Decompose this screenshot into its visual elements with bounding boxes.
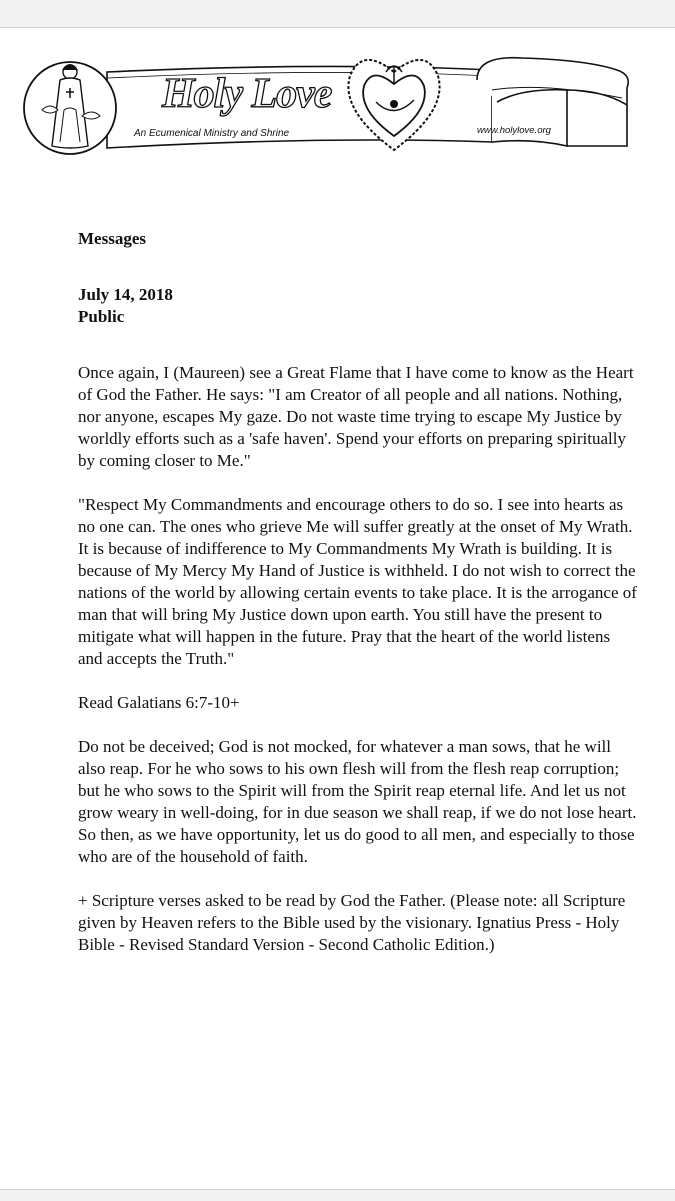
logo-url: www.holylove.org [477,125,551,136]
message-type: Public [78,307,125,326]
paragraph-2: "Respect My Commandments and encourage others to do so. I see into hearts as no one can. The ones who grieve Me will suffer greatly at the onset of My Wrath. It is because of indifference to My Commandments My Wrath is building. It is because of My Mercy My Hand of Justice is withheld. I do not wish to correct the nations of the world by allowing certain events to take place. It is the arrogance of man that will bring My Justice down upon earth. You still have the present to mitigate what will happen in the future. Pray that the heart of the world listens and accepts the Truth." [78,495,637,668]
section-heading: Messages [78,229,146,248]
letterhead-logo [22,50,647,170]
letterhead-artwork [22,50,647,170]
top-toolbar [0,0,675,28]
logo-title: Holy Love [162,71,332,117]
paragraph-1: Once again, I (Maureen) see a Great Flame that I have come to know as the Heart of God the Father. He says: "I am Creator of all people and all nations. Nothing, nor anyone, escapes My gaze. Do not waste time trying to escape My Justice by worldly efforts such as a 'safe haven'. Spend your efforts on preparing spiritually by coming closer to Me." [78,363,634,470]
scripture-reference: Read Galatians 6:7-10+ [78,693,240,712]
message-date: July 14, 2018 [78,285,173,304]
footnote: + Scripture verses asked to be read by God the Father. (Please note: all Scripture given by Heaven refers to the Bible used by the visionary. Ignatius Press - Holy Bible - Revised Standard Version - Second Catholic Edition.) [78,891,626,954]
bottom-toolbar [0,1189,675,1201]
scripture-text: Do not be deceived; God is not mocked, for whatever a man sows, that he will also reap. For he who sows to his own flesh will from the flesh reap corruption; but he who sows to the Spirit will from the Spirit reap eternal life. And let us not grow weary in well-doing, for in due season we shall reap, if we do not lose heart. So then, as we have opportunity, let us do good to all men, and especially to those who are of the household of faith. [78,737,637,866]
message-body [78,228,638,956]
logo-tagline: An Ecumenical Ministry and Shrine [134,128,290,139]
